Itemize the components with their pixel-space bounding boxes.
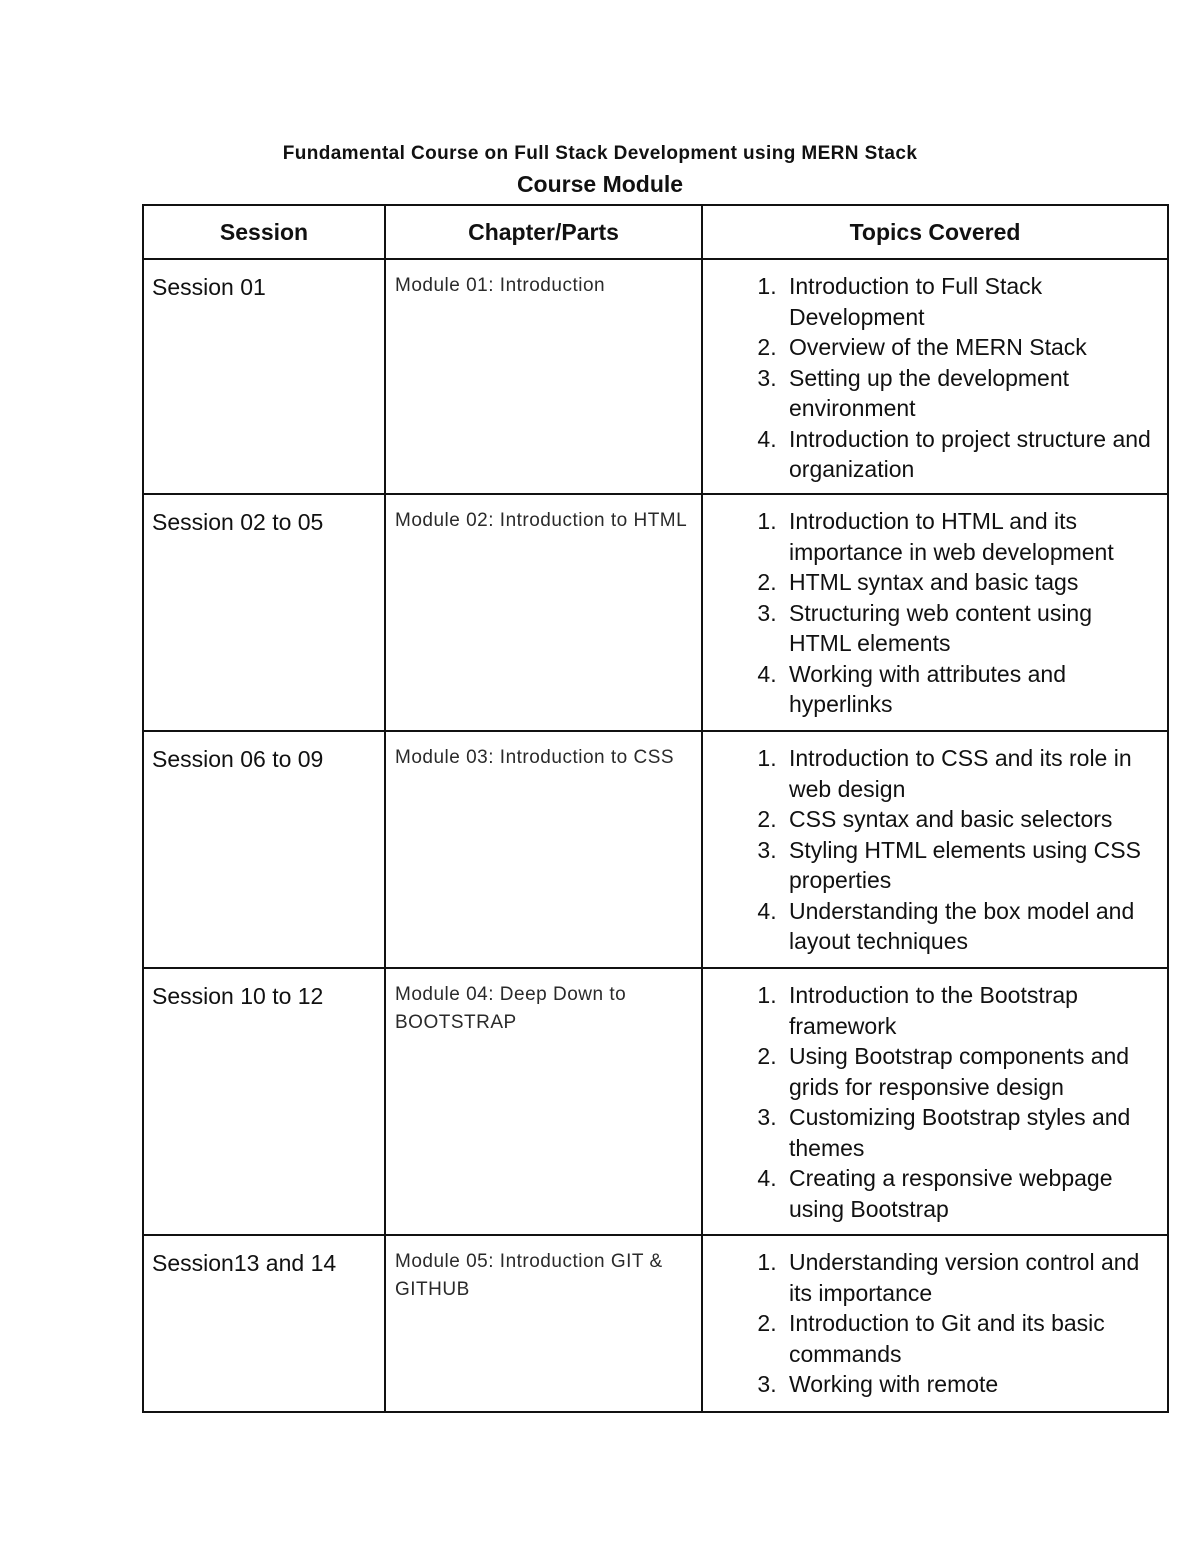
topic-item: 2. Overview of the MERN Stack (783, 332, 1155, 363)
chapter-cell: Module 05: Introduction GIT & GITHUB (385, 1235, 702, 1412)
topics-list (711, 506, 1155, 720)
topic-item: 4. Working with attributes and hyperlinks (783, 659, 1155, 720)
course-module-table (142, 204, 1169, 1413)
session-cell: Session13 and 14 (143, 1235, 385, 1412)
topic-item: 3. Customizing Bootstrap styles and themes (783, 1102, 1155, 1163)
session-cell: Session 01 (143, 259, 385, 494)
table-header-row (143, 205, 1168, 259)
session-cell: Session 02 to 05 (143, 494, 385, 731)
topics-cell (702, 494, 1168, 731)
topic-item: 3. Working with remote (783, 1369, 1155, 1400)
topics-list (711, 1247, 1155, 1400)
topics-cell (702, 1235, 1168, 1412)
topic-item: 2. Introduction to Git and its basic commands (783, 1308, 1155, 1369)
topic-item: 2. HTML syntax and basic tags (783, 567, 1155, 598)
header-chapter: Chapter/Parts (385, 205, 702, 259)
topic-item: 4. Introduction to project structure and organization (783, 424, 1155, 485)
chapter-cell: Module 04: Deep Down to BOOTSTRAP (385, 968, 702, 1235)
topics-list (711, 743, 1155, 957)
table-row (143, 731, 1168, 968)
topic-item: 1. Introduction to Full Stack Development (783, 271, 1155, 332)
topic-item: 1. Introduction to HTML and its importance in web development (783, 506, 1155, 567)
document-title: Fundamental Course on Full Stack Development using MERN Stack (282, 143, 918, 164)
topic-item: 1. Introduction to the Bootstrap framework (783, 980, 1155, 1041)
topic-item: 3. Structuring web content using HTML elements (783, 598, 1155, 659)
topics-cell (702, 731, 1168, 968)
table-row (143, 1235, 1168, 1412)
topics-cell (702, 968, 1168, 1235)
chapter-cell: Module 02: Introduction to HTML (385, 494, 702, 731)
topic-item: 4. Creating a responsive webpage using Bootstrap (783, 1163, 1155, 1224)
topic-item: 3. Setting up the development environment (783, 363, 1155, 424)
header-session: Session (143, 205, 385, 259)
table-row (143, 259, 1168, 494)
document-subtitle: Course Module (516, 171, 684, 197)
topic-item: 2. Using Bootstrap components and grids for responsive design (783, 1041, 1155, 1102)
session-cell: Session 10 to 12 (143, 968, 385, 1235)
session-cell: Session 06 to 09 (143, 731, 385, 968)
table-row (143, 968, 1168, 1235)
chapter-cell: Module 01: Introduction (385, 259, 702, 494)
topic-item: 1. Introduction to CSS and its role in web design (783, 743, 1155, 804)
topic-item: 4. Understanding the box model and layout techniques (783, 896, 1155, 957)
header-topics: Topics Covered (702, 205, 1168, 259)
topic-item: 2. CSS syntax and basic selectors (783, 804, 1155, 835)
topics-list (711, 980, 1155, 1224)
topics-cell (702, 259, 1168, 494)
topics-list (711, 271, 1155, 485)
topic-item: 1. Understanding version control and its importance (783, 1247, 1155, 1308)
table-row (143, 494, 1168, 731)
chapter-cell: Module 03: Introduction to CSS (385, 731, 702, 968)
topic-item: 3. Styling HTML elements using CSS properties (783, 835, 1155, 896)
